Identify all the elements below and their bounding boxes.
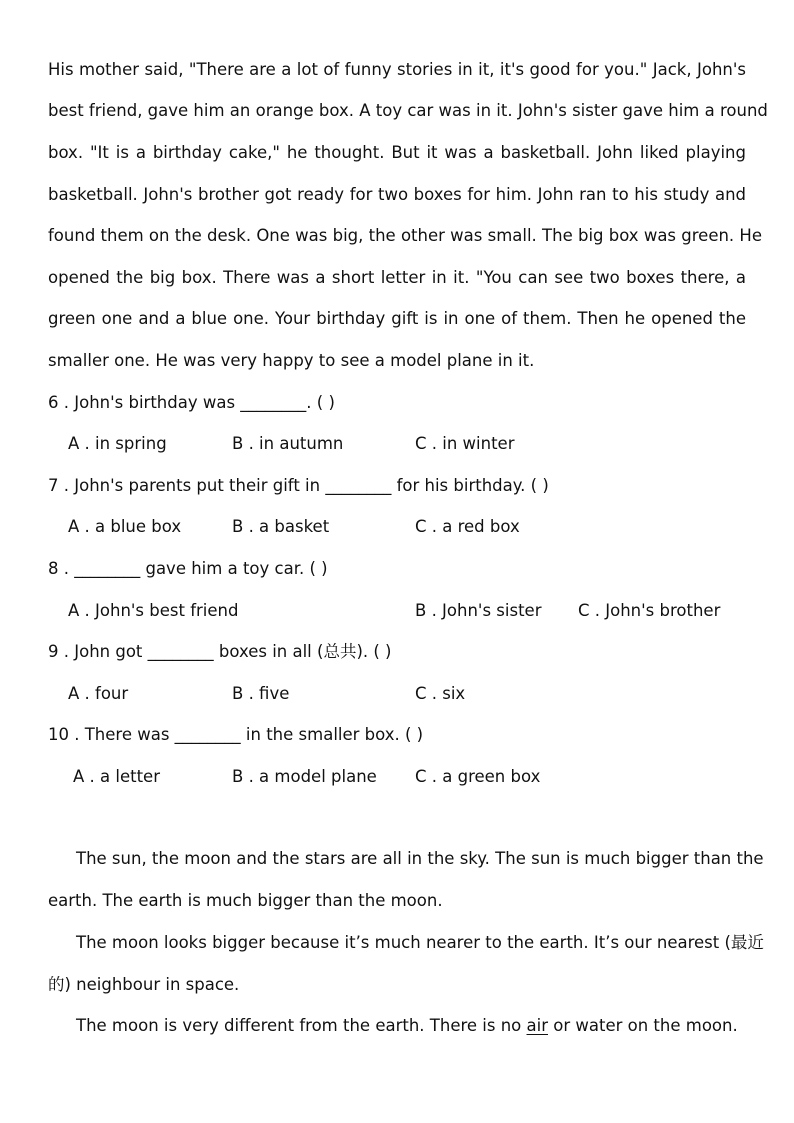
question-stem: 10 . There was ________ in the smaller box. ( ) bbox=[48, 725, 424, 744]
question-stem: 7 . John's parents put their gift in ________ for his birthday. ( ) bbox=[48, 476, 549, 495]
question-stem: 9 . John got ________ boxes in all (总共). ( ) bbox=[48, 642, 392, 661]
option-c: C . in winter bbox=[415, 434, 515, 453]
option-b: B . a basket bbox=[232, 517, 330, 536]
option-b: B . a model plane bbox=[232, 767, 377, 786]
text-segment: or water on the moon. bbox=[548, 1016, 738, 1035]
passage-1-line: found them on the desk. One was big, the other was small. The big box was green. He bbox=[48, 226, 762, 245]
passage-1-line: green one and a blue one. Your birthday gift is in one of them. Then he opened the bbox=[48, 309, 746, 328]
option-a: A . John's best friend bbox=[68, 601, 239, 620]
text-segment: The moon is very different from the earth. There is no bbox=[76, 1016, 527, 1035]
option-c: C . a green box bbox=[415, 767, 541, 786]
question-stem: 8 . ________ gave him a toy car. ( ) bbox=[48, 559, 328, 578]
option-a: A . a letter bbox=[73, 767, 160, 786]
passage-2-line: 的) neighbour in space. bbox=[48, 975, 240, 994]
passage-2-line: The sun, the moon and the stars are all in the sky. The sun is much bigger than the bbox=[76, 849, 764, 868]
passage-1-line: opened the big box. There was a short letter in it. "You can see two boxes there, a bbox=[48, 268, 746, 287]
option-c: C . John's brother bbox=[578, 601, 721, 620]
passage-1-line: box. "It is a birthday cake," he thought. But it was a basketball. John liked playing bbox=[48, 143, 746, 162]
passage-2-line: earth. The earth is much bigger than the moon. bbox=[48, 891, 443, 910]
passage-1-line: basketball. John's brother got ready for two boxes for him. John ran to his study and bbox=[48, 185, 746, 204]
option-b: B . John's sister bbox=[415, 601, 542, 620]
option-b: B . in autumn bbox=[232, 434, 344, 453]
passage-1-line: best friend, gave him an orange box. A toy car was in it. John's sister gave him a round bbox=[48, 101, 768, 120]
option-c: C . a red box bbox=[415, 517, 520, 536]
underlined-word: air bbox=[526, 1016, 548, 1035]
passage-1-line: smaller one. He was very happy to see a model plane in it. bbox=[48, 351, 535, 370]
option-c: C . six bbox=[415, 684, 466, 703]
option-a: A . in spring bbox=[68, 434, 167, 453]
option-b: B . five bbox=[232, 684, 290, 703]
passage-2-line bbox=[76, 1015, 746, 1037]
option-a: A . four bbox=[68, 684, 129, 703]
passage-2-line: The moon looks bigger because it’s much nearer to the earth. It’s our nearest (最近 bbox=[76, 933, 764, 952]
option-a: A . a blue box bbox=[68, 517, 182, 536]
passage-1-line: His mother said, "There are a lot of funny stories in it, it's good for you." Jack, John's bbox=[48, 60, 746, 79]
question-stem: 6 . John's birthday was ________. ( ) bbox=[48, 393, 335, 412]
